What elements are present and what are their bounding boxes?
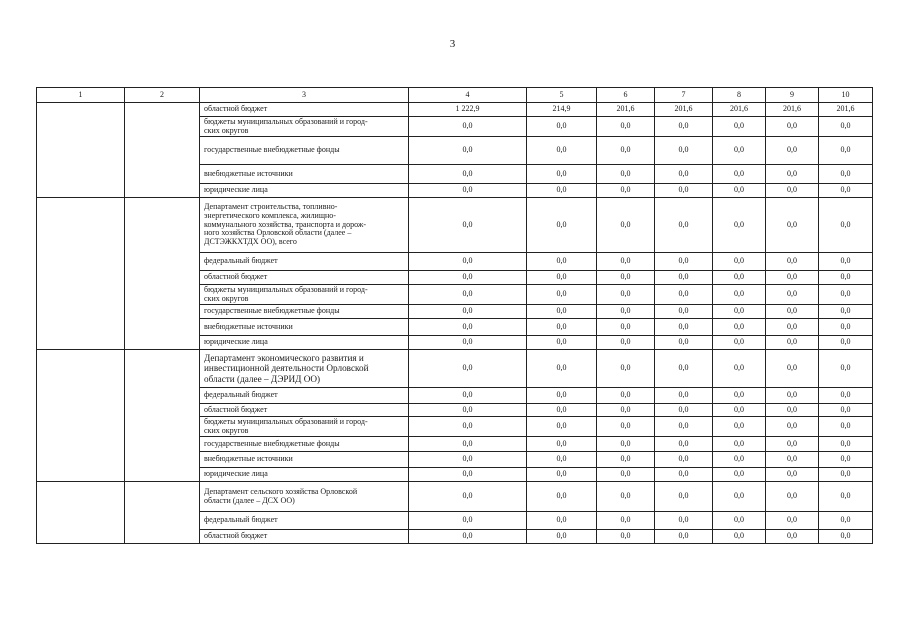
funding-source-cell: внебюджетные источники — [200, 319, 409, 336]
value-cell-col7: 0,0 — [655, 437, 713, 452]
value-cell-col8: 0,0 — [713, 117, 766, 137]
value-cell-col6: 0,0 — [597, 417, 655, 437]
value-cell-col8: 0,0 — [713, 512, 766, 530]
value-cell-col7: 0,0 — [655, 253, 713, 271]
funding-source-cell: государственные внебюджетные фонды — [200, 437, 409, 452]
value-cell-col7: 0,0 — [655, 512, 713, 530]
value-cell-col9: 0,0 — [766, 165, 819, 184]
value-cell-col10: 0,0 — [819, 388, 873, 404]
column-number-5: 5 — [527, 88, 597, 103]
value-cell-col4: 0,0 — [409, 512, 527, 530]
value-cell-col6: 0,0 — [597, 404, 655, 417]
value-cell-col6: 0,0 — [597, 388, 655, 404]
value-cell-col7: 0,0 — [655, 417, 713, 437]
value-cell-col9: 0,0 — [766, 198, 819, 253]
value-cell-col10: 201,6 — [819, 103, 873, 117]
column-number-4: 4 — [409, 88, 527, 103]
value-cell-col5: 0,0 — [527, 388, 597, 404]
value-cell-col4: 0,0 — [409, 388, 527, 404]
funding-source-cell: бюджеты муниципальных образований и город- ских округов — [200, 417, 409, 437]
value-cell-col7: 0,0 — [655, 452, 713, 468]
value-cell-col10: 0,0 — [819, 137, 873, 165]
value-cell-col6: 0,0 — [597, 336, 655, 350]
value-cell-col5: 0,0 — [527, 530, 597, 544]
funding-source-cell: федеральный бюджет — [200, 388, 409, 404]
value-cell-col5: 0,0 — [527, 271, 597, 285]
value-cell-col4: 0,0 — [409, 404, 527, 417]
value-cell-col5: 0,0 — [527, 305, 597, 319]
value-cell-col7: 0,0 — [655, 198, 713, 253]
value-cell-col8: 201,6 — [713, 103, 766, 117]
value-cell-col5: 0,0 — [527, 336, 597, 350]
funding-source-cell: областной бюджет — [200, 404, 409, 417]
cell-col1 — [37, 103, 125, 198]
value-cell-col10: 0,0 — [819, 319, 873, 336]
value-cell-col8: 0,0 — [713, 468, 766, 482]
value-cell-col10: 0,0 — [819, 530, 873, 544]
value-cell-col10: 0,0 — [819, 305, 873, 319]
value-cell-col4: 0,0 — [409, 350, 527, 388]
value-cell-col6: 0,0 — [597, 305, 655, 319]
value-cell-col5: 0,0 — [527, 350, 597, 388]
value-cell-col5: 0,0 — [527, 452, 597, 468]
funding-source-cell: бюджеты муниципальных образований и город- ских округов — [200, 285, 409, 305]
value-cell-col10: 0,0 — [819, 165, 873, 184]
value-cell-col6: 0,0 — [597, 198, 655, 253]
funding-source-cell: государственные внебюджетные фонды — [200, 137, 409, 165]
value-cell-col9: 0,0 — [766, 285, 819, 305]
value-cell-col8: 0,0 — [713, 437, 766, 452]
value-cell-col7: 0,0 — [655, 285, 713, 305]
value-cell-col10: 0,0 — [819, 404, 873, 417]
value-cell-col10: 0,0 — [819, 417, 873, 437]
value-cell-col8: 0,0 — [713, 530, 766, 544]
value-cell-col7: 0,0 — [655, 271, 713, 285]
funding-source-cell: федеральный бюджет — [200, 253, 409, 271]
value-cell-col6: 0,0 — [597, 350, 655, 388]
value-cell-col7: 0,0 — [655, 305, 713, 319]
value-cell-col9: 0,0 — [766, 468, 819, 482]
column-number-6: 6 — [597, 88, 655, 103]
value-cell-col4: 0,0 — [409, 437, 527, 452]
column-number-1: 1 — [37, 88, 125, 103]
value-cell-col7: 0,0 — [655, 184, 713, 198]
value-cell-col6: 0,0 — [597, 437, 655, 452]
value-cell-col9: 0,0 — [766, 305, 819, 319]
value-cell-col8: 0,0 — [713, 452, 766, 468]
cell-col1 — [37, 482, 125, 544]
budget-table — [36, 87, 873, 544]
funding-source-cell: государственные внебюджетные фонды — [200, 305, 409, 319]
value-cell-col4: 1 222,9 — [409, 103, 527, 117]
value-cell-col10: 0,0 — [819, 512, 873, 530]
value-cell-col5: 0,0 — [527, 253, 597, 271]
value-cell-col10: 0,0 — [819, 336, 873, 350]
value-cell-col7: 0,0 — [655, 404, 713, 417]
value-cell-col4: 0,0 — [409, 165, 527, 184]
value-cell-col5: 0,0 — [527, 165, 597, 184]
value-cell-col4: 0,0 — [409, 319, 527, 336]
value-cell-col5: 0,0 — [527, 468, 597, 482]
column-number-8: 8 — [713, 88, 766, 103]
table-row — [37, 350, 873, 388]
value-cell-col9: 0,0 — [766, 271, 819, 285]
value-cell-col9: 0,0 — [766, 437, 819, 452]
value-cell-col9: 0,0 — [766, 137, 819, 165]
value-cell-col6: 201,6 — [597, 103, 655, 117]
value-cell-col9: 0,0 — [766, 530, 819, 544]
value-cell-col8: 0,0 — [713, 336, 766, 350]
value-cell-col8: 0,0 — [713, 305, 766, 319]
cell-col1 — [37, 350, 125, 482]
value-cell-col8: 0,0 — [713, 253, 766, 271]
value-cell-col5: 0,0 — [527, 198, 597, 253]
funding-source-cell: юридические лица — [200, 468, 409, 482]
value-cell-col10: 0,0 — [819, 350, 873, 388]
value-cell-col5: 0,0 — [527, 285, 597, 305]
value-cell-col5: 0,0 — [527, 417, 597, 437]
value-cell-col10: 0,0 — [819, 285, 873, 305]
value-cell-col6: 0,0 — [597, 117, 655, 137]
value-cell-col10: 0,0 — [819, 117, 873, 137]
value-cell-col4: 0,0 — [409, 305, 527, 319]
value-cell-col4: 0,0 — [409, 137, 527, 165]
funding-source-cell: юридические лица — [200, 184, 409, 198]
value-cell-col5: 0,0 — [527, 319, 597, 336]
column-number-10: 10 — [819, 88, 873, 103]
funding-source-cell: Департамент сельского хозяйства Орловской области (далее – ДСХ ОО) — [200, 482, 409, 512]
value-cell-col5: 0,0 — [527, 117, 597, 137]
value-cell-col8: 0,0 — [713, 388, 766, 404]
value-cell-col5: 214,9 — [527, 103, 597, 117]
cell-col2 — [125, 198, 200, 350]
value-cell-col8: 0,0 — [713, 271, 766, 285]
funding-source-cell: федеральный бюджет — [200, 512, 409, 530]
funding-source-cell: юридические лица — [200, 336, 409, 350]
value-cell-col7: 0,0 — [655, 530, 713, 544]
value-cell-col4: 0,0 — [409, 530, 527, 544]
value-cell-col4: 0,0 — [409, 417, 527, 437]
value-cell-col4: 0,0 — [409, 117, 527, 137]
value-cell-col9: 0,0 — [766, 417, 819, 437]
value-cell-col4: 0,0 — [409, 482, 527, 512]
table-row — [37, 103, 873, 117]
value-cell-col9: 0,0 — [766, 319, 819, 336]
value-cell-col5: 0,0 — [527, 184, 597, 198]
value-cell-col9: 201,6 — [766, 103, 819, 117]
value-cell-col4: 0,0 — [409, 184, 527, 198]
value-cell-col7: 0,0 — [655, 468, 713, 482]
value-cell-col5: 0,0 — [527, 404, 597, 417]
value-cell-col6: 0,0 — [597, 452, 655, 468]
value-cell-col4: 0,0 — [409, 198, 527, 253]
table-row — [37, 198, 873, 253]
value-cell-col7: 0,0 — [655, 388, 713, 404]
value-cell-col8: 0,0 — [713, 319, 766, 336]
value-cell-col6: 0,0 — [597, 482, 655, 512]
value-cell-col6: 0,0 — [597, 512, 655, 530]
value-cell-col8: 0,0 — [713, 137, 766, 165]
value-cell-col4: 0,0 — [409, 285, 527, 305]
value-cell-col4: 0,0 — [409, 271, 527, 285]
funding-source-cell: областной бюджет — [200, 271, 409, 285]
value-cell-col7: 0,0 — [655, 319, 713, 336]
value-cell-col10: 0,0 — [819, 253, 873, 271]
value-cell-col7: 0,0 — [655, 117, 713, 137]
value-cell-col9: 0,0 — [766, 482, 819, 512]
value-cell-col8: 0,0 — [713, 350, 766, 388]
value-cell-col10: 0,0 — [819, 198, 873, 253]
value-cell-col9: 0,0 — [766, 336, 819, 350]
funding-source-cell: внебюджетные источники — [200, 165, 409, 184]
value-cell-col9: 0,0 — [766, 117, 819, 137]
value-cell-col9: 0,0 — [766, 253, 819, 271]
value-cell-col9: 0,0 — [766, 404, 819, 417]
column-number-row — [37, 88, 873, 103]
value-cell-col4: 0,0 — [409, 452, 527, 468]
value-cell-col7: 0,0 — [655, 165, 713, 184]
value-cell-col9: 0,0 — [766, 184, 819, 198]
value-cell-col9: 0,0 — [766, 512, 819, 530]
value-cell-col10: 0,0 — [819, 482, 873, 512]
column-number-7: 7 — [655, 88, 713, 103]
column-number-9: 9 — [766, 88, 819, 103]
funding-source-cell: Департамент строительства, топливно- энергетического комплекса, жилищно- коммунального хозяйства, транспорта и дорож- ного хозяйства Орловской области (далее – ДСТЭЖКХТДХ ОО), всего — [200, 198, 409, 253]
cell-col2 — [125, 103, 200, 198]
value-cell-col7: 0,0 — [655, 482, 713, 512]
table-row — [37, 482, 873, 512]
value-cell-col6: 0,0 — [597, 137, 655, 165]
value-cell-col7: 0,0 — [655, 137, 713, 165]
funding-source-cell: областной бюджет — [200, 103, 409, 117]
value-cell-col8: 0,0 — [713, 184, 766, 198]
value-cell-col8: 0,0 — [713, 482, 766, 512]
value-cell-col6: 0,0 — [597, 319, 655, 336]
funding-source-cell: внебюджетные источники — [200, 452, 409, 468]
value-cell-col10: 0,0 — [819, 452, 873, 468]
value-cell-col6: 0,0 — [597, 271, 655, 285]
value-cell-col4: 0,0 — [409, 253, 527, 271]
value-cell-col5: 0,0 — [527, 137, 597, 165]
funding-source-cell: бюджеты муниципальных образований и город- ских округов — [200, 117, 409, 137]
value-cell-col10: 0,0 — [819, 271, 873, 285]
value-cell-col6: 0,0 — [597, 285, 655, 305]
value-cell-col4: 0,0 — [409, 336, 527, 350]
value-cell-col7: 201,6 — [655, 103, 713, 117]
value-cell-col6: 0,0 — [597, 530, 655, 544]
cell-col1 — [37, 198, 125, 350]
funding-source-cell: областной бюджет — [200, 530, 409, 544]
value-cell-col4: 0,0 — [409, 468, 527, 482]
value-cell-col10: 0,0 — [819, 468, 873, 482]
column-number-3: 3 — [200, 88, 409, 103]
value-cell-col6: 0,0 — [597, 468, 655, 482]
cell-col2 — [125, 482, 200, 544]
value-cell-col6: 0,0 — [597, 253, 655, 271]
value-cell-col9: 0,0 — [766, 350, 819, 388]
column-number-2: 2 — [125, 88, 200, 103]
value-cell-col5: 0,0 — [527, 512, 597, 530]
value-cell-col8: 0,0 — [713, 285, 766, 305]
value-cell-col10: 0,0 — [819, 437, 873, 452]
value-cell-col6: 0,0 — [597, 165, 655, 184]
value-cell-col5: 0,0 — [527, 437, 597, 452]
value-cell-col9: 0,0 — [766, 452, 819, 468]
value-cell-col8: 0,0 — [713, 417, 766, 437]
cell-col2 — [125, 350, 200, 482]
value-cell-col5: 0,0 — [527, 482, 597, 512]
value-cell-col7: 0,0 — [655, 350, 713, 388]
funding-source-cell: Департамент экономического развития и инвестиционной деятельности Орловской области (далее – ДЭРИД ОО) — [200, 350, 409, 388]
value-cell-col8: 0,0 — [713, 198, 766, 253]
value-cell-col8: 0,0 — [713, 404, 766, 417]
page-number: 3 — [449, 38, 456, 50]
value-cell-col7: 0,0 — [655, 336, 713, 350]
value-cell-col10: 0,0 — [819, 184, 873, 198]
table-body — [37, 88, 873, 544]
value-cell-col8: 0,0 — [713, 165, 766, 184]
value-cell-col6: 0,0 — [597, 184, 655, 198]
value-cell-col9: 0,0 — [766, 388, 819, 404]
